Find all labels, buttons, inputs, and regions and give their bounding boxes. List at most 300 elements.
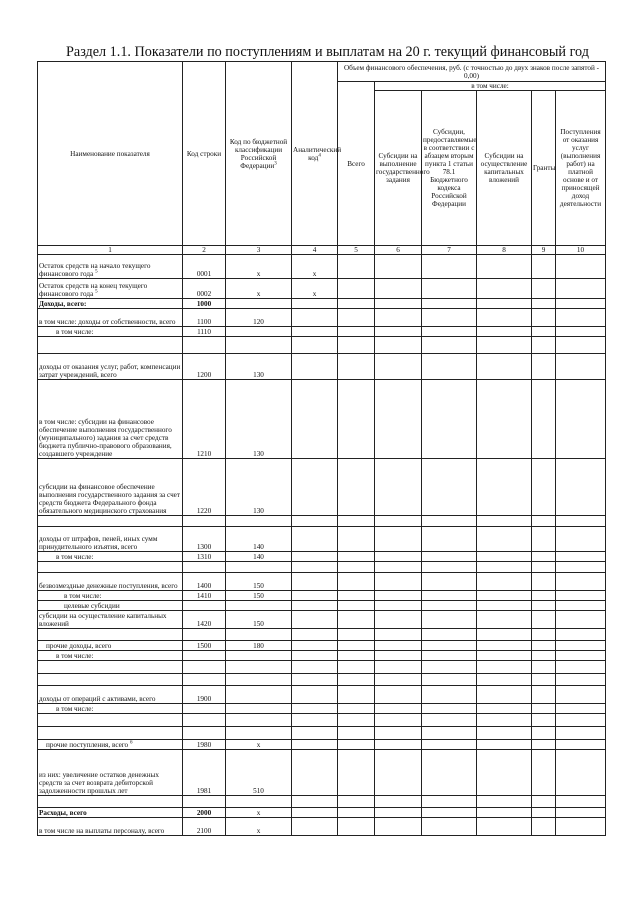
amount-cell	[556, 641, 606, 651]
amount-cell	[477, 299, 532, 309]
row-name: доходы от операций с активами, всего	[38, 686, 183, 704]
row-analytic-code	[292, 674, 338, 686]
amount-cell	[338, 740, 375, 750]
row-analytic-code	[292, 380, 338, 459]
table-row	[38, 750, 606, 796]
amount-cell	[532, 552, 556, 562]
row-code: 1500	[183, 641, 226, 651]
header-budget-code: Код по бюджетной классификации Российской Федерации$^3$	[226, 62, 292, 246]
amount-cell	[375, 629, 422, 641]
amount-cell	[375, 279, 422, 299]
row-analytic-code	[292, 591, 338, 601]
row-budget-code	[226, 704, 292, 714]
row-name	[38, 674, 183, 686]
header-paid: Поступления от оказания услуг (выполнения работ) на платной основе и от приносящей доход деятельности	[556, 91, 606, 246]
amount-cell	[338, 327, 375, 337]
row-analytic-code	[292, 516, 338, 527]
row-name: доходы от штрафов, пеней, иных сумм принудительного изъятия, всего	[38, 527, 183, 552]
amount-cell	[532, 818, 556, 836]
amount-cell	[375, 796, 422, 808]
amount-cell	[338, 337, 375, 354]
row-budget-code: х	[226, 740, 292, 750]
amount-cell	[477, 796, 532, 808]
amount-cell	[375, 380, 422, 459]
row-name: в том числе:	[38, 591, 183, 601]
amount-cell	[422, 552, 477, 562]
row-code	[183, 629, 226, 641]
row-analytic-code	[292, 573, 338, 591]
table-body	[38, 255, 606, 836]
amount-cell	[556, 573, 606, 591]
amount-cell	[422, 818, 477, 836]
row-budget-code: х	[226, 808, 292, 818]
col-number: 9	[532, 246, 556, 255]
row-code	[183, 704, 226, 714]
row-analytic-code	[292, 750, 338, 796]
col-number: 7	[422, 246, 477, 255]
amount-cell	[477, 562, 532, 573]
table-row	[38, 796, 606, 808]
amount-cell	[338, 562, 375, 573]
amount-cell	[477, 459, 532, 516]
col-number: 8	[477, 246, 532, 255]
table-row	[38, 686, 606, 704]
row-budget-code	[226, 299, 292, 309]
amount-cell	[556, 299, 606, 309]
row-name: доходы от оказания услуг, работ, компенсации затрат учреждений, всего	[38, 354, 183, 380]
row-budget-code	[226, 629, 292, 641]
row-budget-code	[226, 674, 292, 686]
row-name: Остаток средств на конец текущего финансового года $^5$	[38, 279, 183, 299]
amount-cell	[338, 601, 375, 611]
row-analytic-code	[292, 611, 338, 629]
amount-cell	[477, 516, 532, 527]
row-budget-code	[226, 337, 292, 354]
table-row	[38, 674, 606, 686]
table-row	[38, 573, 606, 591]
row-budget-code: 130	[226, 459, 292, 516]
amount-cell	[338, 674, 375, 686]
amount-cell	[422, 808, 477, 818]
amount-cell	[477, 704, 532, 714]
amount-cell	[338, 459, 375, 516]
table-row	[38, 552, 606, 562]
amount-cell	[338, 727, 375, 740]
row-name	[38, 516, 183, 527]
row-budget-code: 510	[226, 750, 292, 796]
row-analytic-code	[292, 562, 338, 573]
table-row	[38, 299, 606, 309]
header-subs-state: Субсидии на выполнение государственного задания	[375, 91, 422, 246]
row-budget-code	[226, 601, 292, 611]
amount-cell	[556, 740, 606, 750]
row-budget-code	[226, 661, 292, 674]
amount-cell	[422, 591, 477, 601]
amount-cell	[422, 255, 477, 279]
amount-cell	[556, 796, 606, 808]
row-analytic-code	[292, 309, 338, 327]
amount-cell	[375, 516, 422, 527]
amount-cell	[375, 818, 422, 836]
amount-cell	[532, 527, 556, 552]
amount-cell	[375, 459, 422, 516]
amount-cell	[338, 255, 375, 279]
amount-cell	[375, 255, 422, 279]
amount-cell	[422, 651, 477, 661]
row-analytic-code	[292, 818, 338, 836]
amount-cell	[477, 818, 532, 836]
row-budget-code	[226, 327, 292, 337]
amount-cell	[556, 327, 606, 337]
amount-cell	[338, 516, 375, 527]
amount-cell	[556, 255, 606, 279]
row-budget-code: 150	[226, 573, 292, 591]
row-analytic-code: х	[292, 255, 338, 279]
row-code	[183, 714, 226, 727]
row-budget-code	[226, 796, 292, 808]
amount-cell	[375, 337, 422, 354]
table-row	[38, 651, 606, 661]
amount-cell	[422, 714, 477, 727]
row-analytic-code	[292, 601, 338, 611]
amount-cell	[556, 629, 606, 641]
row-name: безвозмездные денежные поступления, всего	[38, 573, 183, 591]
row-code	[183, 661, 226, 674]
row-name	[38, 562, 183, 573]
amount-cell	[477, 740, 532, 750]
amount-cell	[556, 459, 606, 516]
amount-cell	[556, 516, 606, 527]
amount-cell	[532, 714, 556, 727]
amount-cell	[338, 651, 375, 661]
amount-cell	[532, 808, 556, 818]
col-number: 4	[292, 246, 338, 255]
amount-cell	[375, 309, 422, 327]
row-name: прочие доходы, всего	[38, 641, 183, 651]
row-budget-code: 140	[226, 527, 292, 552]
amount-cell	[532, 629, 556, 641]
row-code	[183, 337, 226, 354]
amount-cell	[422, 674, 477, 686]
row-budget-code: 120	[226, 309, 292, 327]
table-row	[38, 562, 606, 573]
row-code: 0001	[183, 255, 226, 279]
row-name	[38, 629, 183, 641]
amount-cell	[532, 573, 556, 591]
row-code	[183, 674, 226, 686]
amount-cell	[532, 459, 556, 516]
row-code: 1220	[183, 459, 226, 516]
amount-cell	[556, 591, 606, 601]
amount-cell	[477, 309, 532, 327]
row-name	[38, 714, 183, 727]
row-name: в том числе:	[38, 651, 183, 661]
amount-cell	[338, 704, 375, 714]
table-row	[38, 661, 606, 674]
amount-cell	[477, 552, 532, 562]
amount-cell	[532, 727, 556, 740]
amount-cell	[338, 380, 375, 459]
amount-cell	[477, 527, 532, 552]
row-name: Расходы, всего	[38, 808, 183, 818]
amount-cell	[532, 327, 556, 337]
amount-cell	[532, 380, 556, 459]
amount-cell	[375, 527, 422, 552]
row-name: прочие поступления, всего $^6$	[38, 740, 183, 750]
amount-cell	[338, 796, 375, 808]
amount-cell	[422, 641, 477, 651]
row-name: в том числе: субсидии на финансовое обеспечение выполнения государственного (муниципального) задания за счет средств бюджета публично-правового образования, создавшего учреждение	[38, 380, 183, 459]
amount-cell	[422, 309, 477, 327]
table-row	[38, 337, 606, 354]
row-name: в том числе:	[38, 704, 183, 714]
row-analytic-code	[292, 641, 338, 651]
amount-cell	[532, 601, 556, 611]
row-code: 1210	[183, 380, 226, 459]
row-code: 0002	[183, 279, 226, 299]
row-code	[183, 651, 226, 661]
amount-cell	[477, 714, 532, 727]
amount-cell	[422, 796, 477, 808]
amount-cell	[375, 573, 422, 591]
row-name: целевые субсидии	[38, 601, 183, 611]
row-budget-code	[226, 562, 292, 573]
row-budget-code: 130	[226, 354, 292, 380]
row-analytic-code	[292, 337, 338, 354]
row-name: Доходы, всего:	[38, 299, 183, 309]
table-row	[38, 818, 606, 836]
row-analytic-code	[292, 299, 338, 309]
amount-cell	[375, 661, 422, 674]
table-row	[38, 591, 606, 601]
amount-cell	[532, 704, 556, 714]
row-budget-code: 130	[226, 380, 292, 459]
table-row	[38, 309, 606, 327]
amount-cell	[556, 704, 606, 714]
row-name: в том числе на выплаты персоналу, всего	[38, 818, 183, 836]
table-row	[38, 255, 606, 279]
row-budget-code	[226, 714, 292, 727]
row-analytic-code	[292, 629, 338, 641]
amount-cell	[338, 818, 375, 836]
amount-cell	[532, 651, 556, 661]
amount-cell	[532, 354, 556, 380]
row-code: 2100	[183, 818, 226, 836]
row-code: 1200	[183, 354, 226, 380]
amount-cell	[422, 516, 477, 527]
amount-cell	[375, 552, 422, 562]
amount-cell	[375, 704, 422, 714]
row-name: в том числе: доходы от собственности, всего	[38, 309, 183, 327]
amount-cell	[375, 714, 422, 727]
amount-cell	[532, 674, 556, 686]
amount-cell	[556, 674, 606, 686]
col-number: 10	[556, 246, 606, 255]
indicators-table	[37, 61, 606, 836]
header-subs-capital: Субсидии на осуществление капитальных вложений	[477, 91, 532, 246]
amount-cell	[422, 661, 477, 674]
amount-cell	[422, 299, 477, 309]
table-row	[38, 641, 606, 651]
amount-cell	[556, 686, 606, 704]
amount-cell	[422, 704, 477, 714]
amount-cell	[477, 611, 532, 629]
row-code: 2000	[183, 808, 226, 818]
amount-cell	[532, 299, 556, 309]
row-code: 1981	[183, 750, 226, 796]
amount-cell	[375, 354, 422, 380]
amount-cell	[477, 641, 532, 651]
row-code: 1420	[183, 611, 226, 629]
amount-cell	[375, 740, 422, 750]
amount-cell	[375, 641, 422, 651]
amount-cell	[556, 651, 606, 661]
amount-cell	[532, 796, 556, 808]
amount-cell	[556, 808, 606, 818]
row-budget-code: 150	[226, 611, 292, 629]
amount-cell	[375, 299, 422, 309]
row-name	[38, 796, 183, 808]
amount-cell	[556, 611, 606, 629]
col-number: 5	[338, 246, 375, 255]
header-grants: Гранты	[532, 91, 556, 246]
amount-cell	[422, 750, 477, 796]
amount-cell	[422, 459, 477, 516]
row-code	[183, 562, 226, 573]
row-budget-code	[226, 727, 292, 740]
amount-cell	[375, 611, 422, 629]
amount-cell	[556, 380, 606, 459]
row-analytic-code	[292, 714, 338, 727]
amount-cell	[477, 601, 532, 611]
amount-cell	[422, 562, 477, 573]
amount-cell	[375, 601, 422, 611]
row-name	[38, 727, 183, 740]
amount-cell	[556, 714, 606, 727]
row-code	[183, 727, 226, 740]
amount-cell	[477, 591, 532, 601]
amount-cell	[338, 714, 375, 727]
row-analytic-code	[292, 552, 338, 562]
row-analytic-code	[292, 527, 338, 552]
row-budget-code	[226, 686, 292, 704]
amount-cell	[477, 750, 532, 796]
amount-cell	[477, 686, 532, 704]
amount-cell	[477, 651, 532, 661]
amount-cell	[532, 562, 556, 573]
amount-cell	[556, 818, 606, 836]
amount-cell	[375, 750, 422, 796]
row-analytic-code	[292, 459, 338, 516]
amount-cell	[477, 279, 532, 299]
row-analytic-code	[292, 327, 338, 337]
table-row	[38, 354, 606, 380]
header-code-line: Код строки	[183, 62, 226, 246]
amount-cell	[556, 279, 606, 299]
row-code: 1900	[183, 686, 226, 704]
row-name: в том числе:	[38, 327, 183, 337]
row-budget-code: 150	[226, 591, 292, 601]
amount-cell	[422, 327, 477, 337]
row-code: 1300	[183, 527, 226, 552]
amount-cell	[532, 641, 556, 651]
table-row	[38, 380, 606, 459]
amount-cell	[556, 750, 606, 796]
amount-cell	[375, 562, 422, 573]
row-analytic-code	[292, 354, 338, 380]
amount-cell	[375, 808, 422, 818]
table-row	[38, 629, 606, 641]
row-budget-code	[226, 651, 292, 661]
amount-cell	[375, 727, 422, 740]
amount-cell	[422, 354, 477, 380]
table-row	[38, 527, 606, 552]
amount-cell	[477, 255, 532, 279]
amount-cell	[338, 808, 375, 818]
table-row	[38, 740, 606, 750]
row-analytic-code: х	[292, 279, 338, 299]
amount-cell	[338, 641, 375, 651]
amount-cell	[422, 573, 477, 591]
amount-cell	[338, 611, 375, 629]
amount-cell	[477, 629, 532, 641]
amount-cell	[338, 686, 375, 704]
amount-cell	[375, 686, 422, 704]
amount-cell	[477, 808, 532, 818]
amount-cell	[375, 327, 422, 337]
table-row	[38, 808, 606, 818]
page-title: Раздел 1.1. Показатели по поступлениям и выплатам на 20 г. текущий финансовый год	[66, 44, 589, 60]
row-analytic-code	[292, 686, 338, 704]
amount-cell	[338, 573, 375, 591]
table-row	[38, 611, 606, 629]
table-row	[38, 327, 606, 337]
row-code: 1980	[183, 740, 226, 750]
col-number: 2	[183, 246, 226, 255]
table-row	[38, 516, 606, 527]
header-name: Наименование показателя	[38, 62, 183, 246]
header-total: Всего	[338, 82, 375, 246]
row-name	[38, 337, 183, 354]
amount-cell	[477, 573, 532, 591]
row-code: 1310	[183, 552, 226, 562]
amount-cell	[338, 629, 375, 641]
header-incl: в том числе:	[375, 82, 606, 91]
amount-cell	[477, 674, 532, 686]
row-code: 1400	[183, 573, 226, 591]
amount-cell	[556, 527, 606, 552]
row-name	[38, 661, 183, 674]
amount-cell	[422, 601, 477, 611]
table-row	[38, 704, 606, 714]
table-row	[38, 727, 606, 740]
amount-cell	[556, 562, 606, 573]
row-name: из них: увеличение остатков денежных средств за счет возврата дебиторской задолженности прошлых лет	[38, 750, 183, 796]
amount-cell	[422, 279, 477, 299]
amount-cell	[338, 299, 375, 309]
row-budget-code: х	[226, 279, 292, 299]
row-analytic-code	[292, 808, 338, 818]
amount-cell	[338, 527, 375, 552]
row-budget-code: х	[226, 818, 292, 836]
amount-cell	[338, 661, 375, 674]
header-subs-781: Субсидии, предоставляемые в соответствии с абзацем вторым пункта 1 статьи 78.1 Бюджетного кодекса Российской Федерации	[422, 91, 477, 246]
table-row	[38, 459, 606, 516]
amount-cell	[422, 611, 477, 629]
table-row	[38, 279, 606, 299]
amount-cell	[422, 527, 477, 552]
amount-cell	[532, 516, 556, 527]
